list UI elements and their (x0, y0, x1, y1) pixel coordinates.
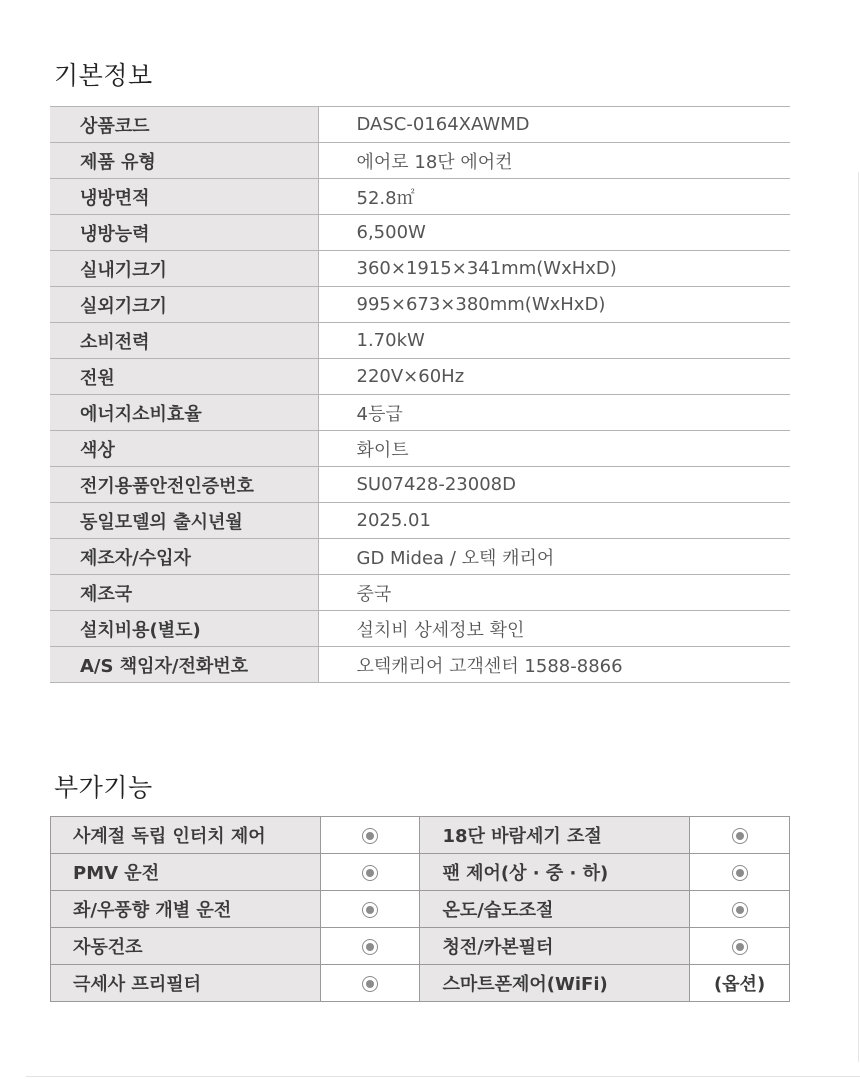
table-row (51, 891, 790, 928)
radio-dot-icon (362, 976, 378, 992)
row-value: GD Midea / 오텍 캐리어 (318, 539, 790, 575)
row-label: 제품 유형 (50, 143, 318, 179)
row-label: 에너지소비효율 (50, 395, 318, 431)
radio-dot-icon (362, 902, 378, 918)
table-row (50, 467, 790, 503)
bottom-divider (26, 1076, 860, 1077)
table-row (51, 928, 790, 965)
feature-label: 사계절 독립 인터치 제어 (51, 817, 321, 854)
table-row (50, 647, 790, 683)
row-label: 냉방면적 (50, 179, 318, 215)
radio-dot-icon (732, 865, 748, 881)
feature-mark (690, 817, 790, 854)
row-value: 에어로 18단 에어컨 (318, 143, 790, 179)
table-row (50, 143, 790, 179)
basic-info-title: 기본정보 (54, 61, 153, 90)
table-row (50, 359, 790, 395)
feature-label: PMV 운전 (51, 854, 321, 891)
table-row (50, 431, 790, 467)
row-value: 220V×60Hz (318, 359, 790, 395)
row-value: 995×673×380mm(WxHxD) (318, 287, 790, 323)
table-row (50, 215, 790, 251)
table-row (50, 575, 790, 611)
radio-dot-icon (362, 828, 378, 844)
row-label: 제조국 (50, 575, 318, 611)
feature-mark (320, 854, 420, 891)
feature-label: 스마트폰제어(WiFi) (420, 965, 690, 1002)
feature-mark (320, 965, 420, 1002)
row-value: DASC-0164XAWMD (318, 107, 790, 143)
row-value: 화이트 (318, 431, 790, 467)
feature-mark (320, 817, 420, 854)
table-row (50, 503, 790, 539)
row-value: 4등급 (318, 395, 790, 431)
feature-label: 극세사 프리필터 (51, 965, 321, 1002)
table-row (50, 611, 790, 647)
row-label: 실내기크기 (50, 251, 318, 287)
row-label: 상품코드 (50, 107, 318, 143)
feature-mark (690, 854, 790, 891)
row-label: A/S 책임자/전화번호 (50, 647, 318, 683)
table-row (50, 179, 790, 215)
row-label: 전기용품안전인증번호 (50, 467, 318, 503)
radio-dot-icon (732, 902, 748, 918)
table-row (51, 817, 790, 854)
row-label: 전원 (50, 359, 318, 395)
feature-label: 청전/카본필터 (420, 928, 690, 965)
features-table (50, 816, 790, 1002)
radio-dot-icon (732, 939, 748, 955)
row-value: 중국 (318, 575, 790, 611)
table-row (50, 323, 790, 359)
right-edge-divider (858, 172, 859, 1062)
radio-dot-icon (362, 939, 378, 955)
row-value: 오텍캐리어 고객센터 1588-8866 (318, 647, 790, 683)
row-label: 소비전력 (50, 323, 318, 359)
feature-label: 자동건조 (51, 928, 321, 965)
feature-mark (690, 891, 790, 928)
radio-dot-icon (732, 828, 748, 844)
feature-mark (690, 928, 790, 965)
row-label: 설치비용(별도) (50, 611, 318, 647)
table-row (50, 287, 790, 323)
row-label: 색상 (50, 431, 318, 467)
table-row (50, 107, 790, 143)
table-row (51, 965, 790, 1002)
table-row (51, 854, 790, 891)
row-value: 2025.01 (318, 503, 790, 539)
basic-info-table (50, 106, 790, 683)
row-value: 1.70kW (318, 323, 790, 359)
row-value: 설치비 상세정보 확인 (318, 611, 790, 647)
row-value: 360×1915×341mm(WxHxD) (318, 251, 790, 287)
features-title: 부가기능 (54, 773, 153, 802)
feature-label: 좌/우풍향 개별 운전 (51, 891, 321, 928)
row-value: SU07428-23008D (318, 467, 790, 503)
table-row (50, 395, 790, 431)
row-label: 실외기크기 (50, 287, 318, 323)
row-label: 냉방능력 (50, 215, 318, 251)
feature-label: 온도/습도조절 (420, 891, 690, 928)
radio-dot-icon (362, 865, 378, 881)
row-value: 52.8㎡ (318, 179, 790, 215)
row-label: 제조자/수입자 (50, 539, 318, 575)
row-value: 6,500W (318, 215, 790, 251)
feature-option-text: (옵션) (690, 965, 790, 1002)
feature-mark (320, 928, 420, 965)
feature-mark (320, 891, 420, 928)
table-row (50, 251, 790, 287)
table-row (50, 539, 790, 575)
feature-label: 팬 제어(상 · 중 · 하) (420, 854, 690, 891)
feature-label: 18단 바람세기 조절 (420, 817, 690, 854)
row-label: 동일모델의 출시년월 (50, 503, 318, 539)
